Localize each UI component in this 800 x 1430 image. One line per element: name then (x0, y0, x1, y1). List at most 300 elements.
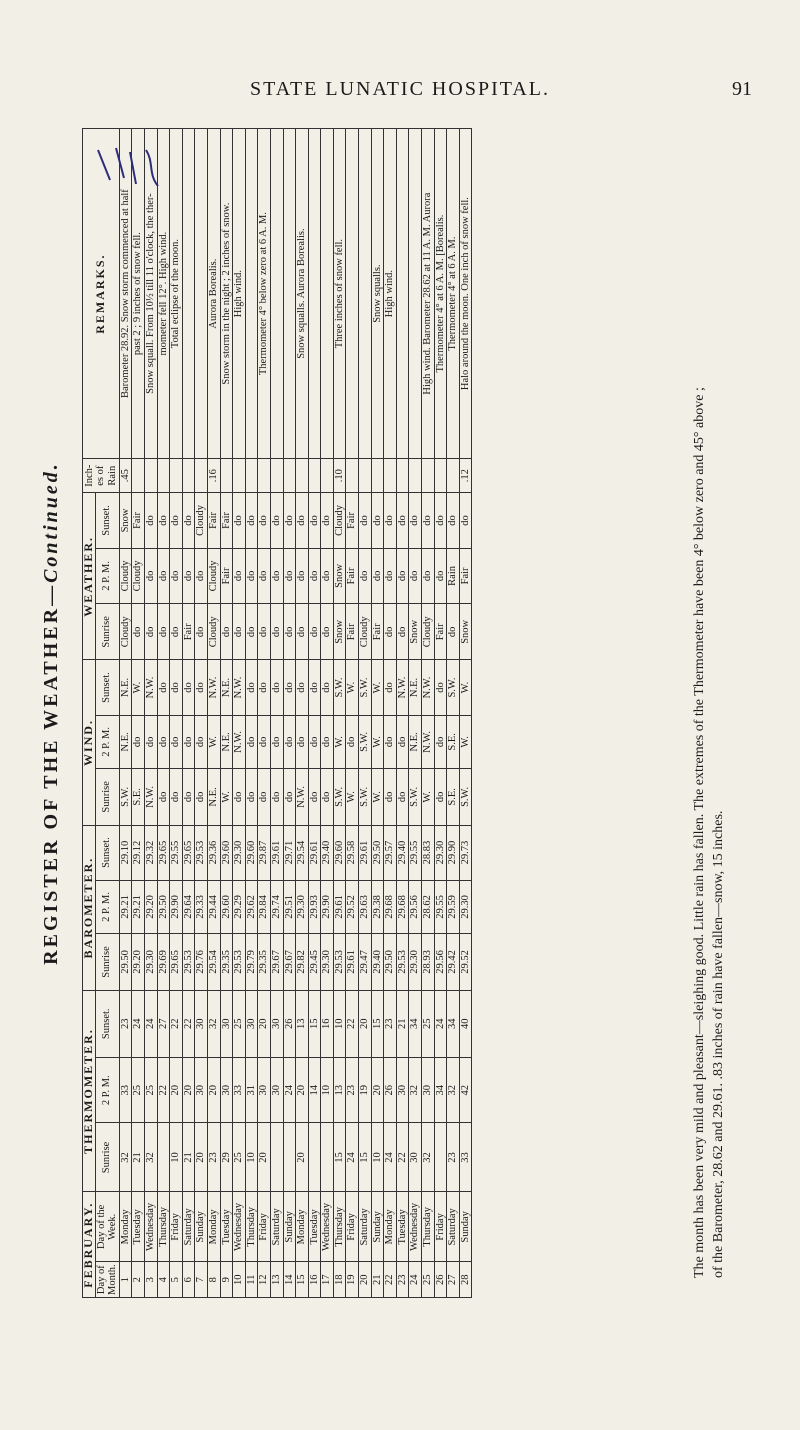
cell-weather-sunrise: do (321, 604, 334, 660)
cell-weather-2pm: do (396, 548, 409, 603)
header-month: FEBRUARY. (83, 1192, 96, 1298)
cell-wind-2pm: do (346, 715, 359, 769)
cell-thermo-sunset: 16 (321, 990, 334, 1057)
cell-thermo-sunrise: 32 (119, 1123, 132, 1192)
cell-wind-sunset: W. (371, 660, 384, 715)
cell-rain (447, 459, 460, 493)
cell-wind-sunset: do (434, 660, 447, 715)
header-thermo-2pm: 2 P. M. (95, 1057, 119, 1123)
cell-thermo-sunset: 25 (233, 990, 246, 1057)
cell-wind-2pm: W. (207, 715, 220, 769)
cell-weather-sunrise: do (195, 604, 208, 660)
cell-baro-2pm: 29.56 (409, 880, 422, 934)
cell-wind-2pm: do (157, 715, 170, 769)
cell-day-of-month: 23 (396, 1262, 409, 1298)
cell-day-of-week: Monday (384, 1192, 397, 1262)
cell-wind-sunrise: S.W. (359, 769, 372, 825)
cell-thermo-sunset: 34 (447, 990, 460, 1057)
cell-wind-sunrise: S.W. (333, 769, 346, 825)
cell-wind-sunrise: W. (422, 769, 435, 825)
cell-day-of-week: Friday (346, 1192, 359, 1262)
cell-weather-sunset: do (144, 493, 157, 548)
cell-wind-sunset: do (170, 660, 183, 715)
cell-thermo-sunset: 30 (220, 990, 233, 1057)
cell-wind-2pm: W. (459, 715, 472, 769)
cell-rain (296, 459, 309, 493)
rotated-table-region (30, 108, 770, 1318)
cell-baro-sunset: 29.55 (409, 825, 422, 880)
cell-baro-2pm: 29.68 (396, 880, 409, 934)
cell-remarks: Thermometer 4° below zero at 6 A. M. (258, 129, 271, 459)
cell-baro-2pm: 28.62 (422, 880, 435, 934)
cell-wind-2pm: do (384, 715, 397, 769)
cell-baro-2pm: 29.30 (296, 880, 309, 934)
cell-baro-sunrise: 29.67 (283, 934, 296, 990)
cell-thermo-sunset: 15 (308, 990, 321, 1057)
cell-remarks: Three inches of snow fell. (333, 129, 346, 459)
cell-thermo-sunset: 22 (170, 990, 183, 1057)
cell-thermo-2pm: 20 (182, 1057, 195, 1123)
cell-baro-sunrise: 29.79 (245, 934, 258, 990)
cell-thermo-sunrise: 10 (371, 1123, 384, 1192)
cell-baro-sunset: 29.73 (459, 825, 472, 880)
cell-thermo-sunrise: 29 (220, 1123, 233, 1192)
cell-weather-sunset: do (359, 493, 372, 548)
register-body (119, 129, 472, 1298)
header-wind-sunset: Sunset. (95, 660, 119, 715)
cell-weather-sunset: Snow (119, 493, 132, 548)
cell-day-of-week: Friday (170, 1192, 183, 1262)
cell-weather-2pm: Cloudy (132, 548, 145, 603)
cell-weather-sunrise: do (233, 604, 246, 660)
cell-rain (359, 459, 372, 493)
cell-wind-sunrise: S.W. (409, 769, 422, 825)
cell-day-of-month: 19 (346, 1262, 359, 1298)
cell-wind-2pm: S.W. (359, 715, 372, 769)
cell-wind-sunset: S.W. (359, 660, 372, 715)
cell-wind-sunset: N.E. (119, 660, 132, 715)
cell-day-of-month: 1 (119, 1262, 132, 1298)
cell-wind-2pm: do (144, 715, 157, 769)
cell-baro-sunset: 29.90 (447, 825, 460, 880)
cell-remarks: High wind. (384, 129, 397, 459)
cell-thermo-2pm: 26 (384, 1057, 397, 1123)
cell-day-of-month: 20 (359, 1262, 372, 1298)
cell-wind-sunset: N.E. (409, 660, 422, 715)
cell-rain (409, 459, 422, 493)
cell-rain (371, 459, 384, 493)
cell-wind-sunset: S.W. (333, 660, 346, 715)
cell-wind-2pm: S.E. (447, 715, 460, 769)
cell-thermo-sunset: 20 (359, 990, 372, 1057)
cell-weather-sunrise: Cloudy (207, 604, 220, 660)
cell-baro-sunset: 29.58 (346, 825, 359, 880)
cell-wind-2pm: N.W. (422, 715, 435, 769)
cell-wind-sunrise: W. (371, 769, 384, 825)
cell-thermo-2pm: 30 (396, 1057, 409, 1123)
cell-wind-sunrise: do (283, 769, 296, 825)
cell-rain: .45 (119, 459, 132, 493)
cell-weather-sunset: do (270, 493, 283, 548)
cell-baro-sunset: 29.10 (119, 825, 132, 880)
cell-day-of-month: 3 (144, 1262, 157, 1298)
table-row (283, 129, 296, 1298)
cell-baro-sunset: 29.40 (321, 825, 334, 880)
table-row (233, 129, 246, 1298)
cell-day-of-month: 6 (182, 1262, 195, 1298)
cell-thermo-sunset: 32 (207, 990, 220, 1057)
cell-day-of-month: 22 (384, 1262, 397, 1298)
cell-day-of-week: Wednesday (409, 1192, 422, 1262)
cell-baro-sunrise: 29.53 (333, 934, 346, 990)
footnote (690, 128, 728, 1278)
cell-thermo-2pm: 19 (359, 1057, 372, 1123)
cell-baro-2pm: 29.60 (220, 880, 233, 934)
cell-thermo-2pm: 30 (270, 1057, 283, 1123)
cell-weather-2pm: do (384, 548, 397, 603)
cell-thermo-2pm: 20 (371, 1057, 384, 1123)
table-row (359, 129, 372, 1298)
cell-wind-sunrise: do (258, 769, 271, 825)
cell-remarks (359, 129, 372, 459)
cell-day-of-week: Monday (207, 1192, 220, 1262)
cell-baro-sunset: 29.55 (170, 825, 183, 880)
cell-rain: .10 (333, 459, 346, 493)
cell-baro-sunrise: 29.76 (195, 934, 208, 990)
cell-baro-sunset: 29.50 (371, 825, 384, 880)
table-row (170, 129, 183, 1298)
cell-thermo-2pm: 13 (333, 1057, 346, 1123)
cell-wind-2pm: do (321, 715, 334, 769)
cell-baro-sunrise: 29.54 (207, 934, 220, 990)
cell-remarks (308, 129, 321, 459)
table-row (384, 129, 397, 1298)
cell-wind-2pm: N.E. (220, 715, 233, 769)
cell-thermo-sunset: 23 (384, 990, 397, 1057)
cell-day-of-week: Monday (296, 1192, 309, 1262)
cell-day-of-week: Saturday (182, 1192, 195, 1262)
cell-baro-2pm: 29.59 (447, 880, 460, 934)
cell-baro-sunrise: 29.35 (258, 934, 271, 990)
cell-thermo-sunrise: 21 (182, 1123, 195, 1192)
cell-thermo-sunset: 24 (132, 990, 145, 1057)
cell-baro-sunset: 29.12 (132, 825, 145, 880)
cell-day-of-week: Saturday (447, 1192, 460, 1262)
cell-remarks (346, 129, 359, 459)
cell-rain (195, 459, 208, 493)
cell-baro-sunrise: 29.53 (182, 934, 195, 990)
cell-wind-2pm: N.E. (119, 715, 132, 769)
cell-baro-2pm: 29.74 (270, 880, 283, 934)
header-day-of-month: Day of Month. (95, 1262, 119, 1298)
cell-remarks (409, 129, 422, 459)
cell-thermo-sunrise: 23 (447, 1123, 460, 1192)
cell-thermo-2pm: 30 (422, 1057, 435, 1123)
cell-weather-sunrise: do (384, 604, 397, 660)
cell-baro-2pm: 29.20 (144, 880, 157, 934)
cell-wind-sunset: W. (132, 660, 145, 715)
cell-thermo-sunset: 23 (119, 990, 132, 1057)
table-row (258, 129, 271, 1298)
cell-thermo-sunrise: 10 (170, 1123, 183, 1192)
cell-day-of-month: 11 (245, 1262, 258, 1298)
cell-rain (132, 459, 145, 493)
cell-baro-2pm: 29.90 (170, 880, 183, 934)
cell-thermo-2pm: 14 (308, 1057, 321, 1123)
cell-day-of-month: 14 (283, 1262, 296, 1298)
cell-thermo-sunset: 27 (157, 990, 170, 1057)
cell-baro-sunset: 29.61 (270, 825, 283, 880)
cell-weather-sunrise: Fair (371, 604, 384, 660)
cell-baro-sunrise: 29.30 (144, 934, 157, 990)
register-title-main: REGISTER OF THE WEATHER— (40, 582, 62, 965)
header-wind: WIND. (83, 660, 96, 825)
cell-weather-sunrise: do (170, 604, 183, 660)
cell-baro-2pm: 29.21 (132, 880, 145, 934)
cell-wind-sunset: N.W. (207, 660, 220, 715)
cell-wind-sunset: N.W. (144, 660, 157, 715)
cell-weather-sunrise: do (220, 604, 233, 660)
cell-remarks: Snow squall. From 10½ till 11 o'clock, the ther- (144, 129, 157, 459)
cell-baro-2pm: 29.90 (321, 880, 334, 934)
cell-rain (434, 459, 447, 493)
cell-thermo-2pm: 30 (195, 1057, 208, 1123)
cell-wind-2pm: do (258, 715, 271, 769)
cell-baro-2pm: 29.44 (207, 880, 220, 934)
table-row (195, 129, 208, 1298)
cell-wind-2pm: do (182, 715, 195, 769)
cell-day-of-month: 18 (333, 1262, 346, 1298)
cell-thermo-sunrise: 15 (359, 1123, 372, 1192)
cell-wind-2pm: N.E. (409, 715, 422, 769)
cell-weather-sunrise: Snow (333, 604, 346, 660)
cell-rain (182, 459, 195, 493)
cell-wind-2pm: do (195, 715, 208, 769)
cell-remarks: Snow squalls. Aurora Borealis. (296, 129, 309, 459)
cell-thermo-sunrise (157, 1123, 170, 1192)
cell-remarks (195, 129, 208, 459)
header-baro-sunset: Sunset. (95, 825, 119, 880)
cell-day-of-week: Sunday (459, 1192, 472, 1262)
cell-wind-sunset: N.W. (233, 660, 246, 715)
cell-baro-sunset: 29.60 (333, 825, 346, 880)
cell-wind-2pm: W. (333, 715, 346, 769)
cell-weather-2pm: do (245, 548, 258, 603)
cell-wind-2pm: do (308, 715, 321, 769)
cell-wind-sunrise: N.W. (296, 769, 309, 825)
cell-weather-2pm: do (157, 548, 170, 603)
cell-rain (384, 459, 397, 493)
footnote-line-2: of the Barometer, 28.62 and 29.61. .83 inches of rain have fallen—snow, 15 inches. (711, 810, 726, 1278)
cell-thermo-2pm: 20 (207, 1057, 220, 1123)
cell-thermo-2pm: 33 (119, 1057, 132, 1123)
cell-day-of-month: 21 (371, 1262, 384, 1298)
cell-baro-2pm: 29.93 (308, 880, 321, 934)
cell-weather-sunrise: do (132, 604, 145, 660)
cell-thermo-2pm: 22 (157, 1057, 170, 1123)
cell-weather-sunrise: do (144, 604, 157, 660)
cell-weather-sunrise: Fair (346, 604, 359, 660)
cell-weather-2pm: do (195, 548, 208, 603)
cell-thermo-sunrise: 22 (396, 1123, 409, 1192)
cell-rain (245, 459, 258, 493)
cell-weather-2pm: Cloudy (119, 548, 132, 603)
cell-wind-2pm: do (170, 715, 183, 769)
cell-weather-2pm: do (144, 548, 157, 603)
cell-wind-sunrise: do (308, 769, 321, 825)
cell-wind-sunrise: do (170, 769, 183, 825)
cell-thermo-2pm: 25 (144, 1057, 157, 1123)
cell-weather-sunset: Cloudy (195, 493, 208, 548)
cell-day-of-month: 13 (270, 1262, 283, 1298)
cell-baro-sunrise: 29.47 (359, 934, 372, 990)
table-row (144, 129, 157, 1298)
cell-weather-2pm: Snow (333, 548, 346, 603)
cell-baro-2pm: 29.84 (258, 880, 271, 934)
cell-remarks (321, 129, 334, 459)
cell-weather-sunrise: do (296, 604, 309, 660)
cell-weather-sunset: do (459, 493, 472, 548)
cell-weather-sunset: do (321, 493, 334, 548)
cell-baro-sunrise: 29.45 (308, 934, 321, 990)
table-row (346, 129, 359, 1298)
cell-day-of-month: 25 (422, 1262, 435, 1298)
cell-remarks: High wind. (233, 129, 246, 459)
cell-wind-sunset: N.W. (396, 660, 409, 715)
cell-day-of-week: Thursday (157, 1192, 170, 1262)
cell-rain: .16 (207, 459, 220, 493)
cell-baro-2pm: 29.30 (459, 880, 472, 934)
cell-baro-sunrise: 29.35 (220, 934, 233, 990)
cell-remarks: mometer fell 12°. High wind. (157, 129, 170, 459)
cell-weather-sunset: do (308, 493, 321, 548)
table-row (119, 129, 132, 1298)
header-wind-2pm: 2 P. M. (95, 715, 119, 769)
cell-day-of-week: Sunday (195, 1192, 208, 1262)
cell-baro-sunset: 29.57 (384, 825, 397, 880)
cell-wind-sunrise: do (157, 769, 170, 825)
cell-thermo-sunrise (434, 1123, 447, 1192)
cell-baro-sunset: 29.71 (283, 825, 296, 880)
cell-rain (321, 459, 334, 493)
cell-remarks: Aurora Borealis. (207, 129, 220, 459)
cell-weather-sunrise: Snow (409, 604, 422, 660)
cell-wind-sunset: S.W. (447, 660, 460, 715)
cell-wind-sunset: do (384, 660, 397, 715)
cell-wind-sunrise: do (321, 769, 334, 825)
cell-weather-sunrise: do (270, 604, 283, 660)
cell-weather-sunset: do (170, 493, 183, 548)
cell-weather-2pm: do (270, 548, 283, 603)
cell-baro-sunset: 29.65 (157, 825, 170, 880)
cell-wind-sunrise: S.W. (119, 769, 132, 825)
cell-day-of-month: 27 (447, 1262, 460, 1298)
cell-remarks: High wind. Barometer 28.62 at 11 A. M. Aurora (422, 129, 435, 459)
cell-wind-2pm: N.W. (233, 715, 246, 769)
cell-weather-2pm: do (233, 548, 246, 603)
cell-thermo-sunset: 24 (434, 990, 447, 1057)
cell-day-of-week: Tuesday (308, 1192, 321, 1262)
cell-weather-2pm: do (283, 548, 296, 603)
cell-thermo-sunset: 21 (396, 990, 409, 1057)
cell-wind-sunrise: S.W. (459, 769, 472, 825)
cell-baro-2pm: 29.51 (283, 880, 296, 934)
cell-thermo-sunset: 30 (195, 990, 208, 1057)
cell-thermo-2pm: 24 (283, 1057, 296, 1123)
cell-day-of-month: 17 (321, 1262, 334, 1298)
cell-day-of-month: 4 (157, 1262, 170, 1298)
cell-baro-sunrise: 29.52 (459, 934, 472, 990)
table-row (207, 129, 220, 1298)
table-row (333, 129, 346, 1298)
cell-rain (233, 459, 246, 493)
cell-weather-sunrise: do (157, 604, 170, 660)
cell-rain (283, 459, 296, 493)
cell-thermo-2pm: 30 (258, 1057, 271, 1123)
cell-baro-2pm: 29.21 (119, 880, 132, 934)
cell-day-of-month: 24 (409, 1262, 422, 1298)
cell-thermo-sunrise (283, 1123, 296, 1192)
cell-remarks: Snow squalls. (371, 129, 384, 459)
cell-baro-sunrise: 29.65 (170, 934, 183, 990)
cell-baro-sunset: 29.30 (434, 825, 447, 880)
cell-baro-sunset: 29.60 (220, 825, 233, 880)
cell-wind-2pm: do (296, 715, 309, 769)
cell-thermo-sunrise (270, 1123, 283, 1192)
cell-baro-sunset: 29.61 (308, 825, 321, 880)
cell-weather-sunrise: do (245, 604, 258, 660)
cell-rain: .12 (459, 459, 472, 493)
header-weather-sunset: Sunset. (95, 493, 119, 548)
cell-wind-sunset: do (296, 660, 309, 715)
cell-day-of-week: Wednesday (144, 1192, 157, 1262)
cell-day-of-week: Thursday (333, 1192, 346, 1262)
cell-baro-sunrise: 29.40 (371, 934, 384, 990)
cell-wind-sunrise: do (270, 769, 283, 825)
cell-baro-sunrise: 29.69 (157, 934, 170, 990)
cell-baro-sunrise: 29.30 (409, 934, 422, 990)
cell-weather-2pm: do (422, 548, 435, 603)
cell-day-of-month: 10 (233, 1262, 246, 1298)
cell-day-of-week: Wednesday (321, 1192, 334, 1262)
cell-baro-sunrise: 29.50 (384, 934, 397, 990)
cell-thermo-sunset: 22 (346, 990, 359, 1057)
cell-thermo-2pm: 20 (170, 1057, 183, 1123)
cell-thermo-sunrise: 20 (258, 1123, 271, 1192)
cell-weather-2pm: do (321, 548, 334, 603)
cell-wind-sunset: W. (459, 660, 472, 715)
cell-baro-sunset: 28.83 (422, 825, 435, 880)
cell-day-of-month: 28 (459, 1262, 472, 1298)
cell-weather-sunrise: Cloudy (422, 604, 435, 660)
cell-day-of-week: Tuesday (132, 1192, 145, 1262)
cell-baro-2pm: 29.33 (195, 880, 208, 934)
cell-weather-sunset: do (258, 493, 271, 548)
cell-weather-2pm: Cloudy (207, 548, 220, 603)
cell-wind-2pm: do (283, 715, 296, 769)
cell-wind-sunset: N.E. (220, 660, 233, 715)
header-baro-sunrise: Sunrise (95, 934, 119, 990)
cell-thermo-sunset: 30 (270, 990, 283, 1057)
cell-wind-2pm: do (434, 715, 447, 769)
cell-thermo-sunset: 30 (245, 990, 258, 1057)
cell-weather-2pm: do (308, 548, 321, 603)
cell-weather-2pm: do (371, 548, 384, 603)
cell-day-of-week: Tuesday (220, 1192, 233, 1262)
cell-weather-sunrise: do (308, 604, 321, 660)
cell-rain (346, 459, 359, 493)
cell-baro-sunrise: 29.61 (346, 934, 359, 990)
